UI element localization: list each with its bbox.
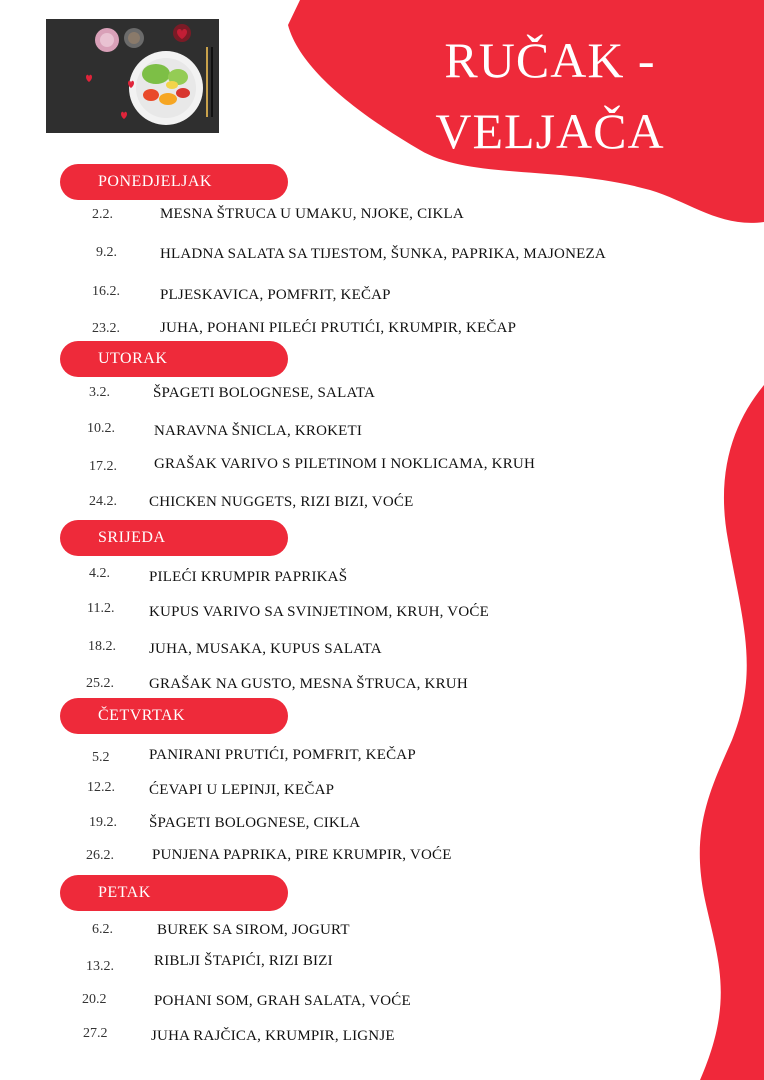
- day-header-srijeda: SRIJEDA: [60, 520, 288, 556]
- date-label: 23.2.: [92, 321, 120, 336]
- meal-text: BUREK SA SIROM, JOGURT: [157, 922, 350, 938]
- meal-text: MESNA ŠTRUCA U UMAKU, NJOKE, CIKLA: [160, 206, 464, 222]
- meal-text: ŠPAGETI BOLOGNESE, CIKLA: [149, 815, 361, 831]
- date-label: 19.2.: [89, 815, 117, 830]
- meal-text: GRAŠAK VARIVO S PILETINOM I NOKLICAMA, KRUH: [154, 456, 535, 472]
- date-label: 13.2.: [86, 959, 114, 974]
- date-label: 10.2.: [87, 421, 115, 436]
- meal-text: JUHA, MUSAKA, KUPUS SALATA: [149, 641, 382, 657]
- meal-text: JUHA, POHANI PILEĆI PRUTIĆI, KRUMPIR, KEČAP: [160, 320, 517, 336]
- date-label: 4.2.: [89, 566, 110, 581]
- meal-text: KUPUS VARIVO SA SVINJETINOM, KRUH, VOĆE: [149, 604, 489, 620]
- meal-text: HLADNA SALATA SA TIJESTOM, ŠUNKA, PAPRIKA, MAJONEZA: [160, 246, 606, 262]
- meal-text: RIBLJI ŠTAPIĆI, RIZI BIZI: [154, 953, 333, 969]
- meal-text: PUNJENA PAPRIKA, PIRE KRUMPIR, VOĆE: [152, 847, 452, 863]
- date-label: 17.2.: [89, 459, 117, 474]
- page-title-line-1: RUČAK -: [444, 32, 656, 88]
- date-label: 16.2.: [92, 284, 120, 299]
- meal-text: POHANI SOM, GRAH SALATA, VOĆE: [154, 993, 411, 1009]
- bottom-right-red-wave: [700, 385, 764, 1080]
- meal-text: CHICKEN NUGGETS, RIZI BIZI, VOĆE: [149, 494, 414, 510]
- meal-text: ĆEVAPI U LEPINJI, KEČAP: [149, 782, 335, 798]
- date-label: 5.2: [92, 750, 110, 765]
- meal-text: JUHA RAJČICA, KRUMPIR, LIGNJE: [151, 1028, 395, 1044]
- meal-text: NARAVNA ŠNICLA, KROKETI: [154, 423, 363, 439]
- date-label: 18.2.: [88, 639, 116, 654]
- day-header-cetvrtak: ČETVRTAK: [60, 698, 288, 734]
- meal-text: GRAŠAK NA GUSTO, MESNA ŠTRUCA, KRUH: [149, 676, 468, 692]
- meal-text: PLJESKAVICA, POMFRIT, KEČAP: [160, 287, 391, 303]
- date-label: 11.2.: [87, 601, 115, 616]
- food-plate-photo: [46, 19, 219, 133]
- date-label: 20.2: [82, 992, 107, 1007]
- meal-text: PANIRANI PRUTIĆI, POMFRIT, KEČAP: [149, 747, 416, 763]
- day-header-petak: PETAK: [60, 875, 288, 911]
- day-header-utorak: UTORAK: [60, 341, 288, 377]
- meal-text: PILEĆI KRUMPIR PAPRIKAŠ: [149, 569, 348, 585]
- date-label: 24.2.: [89, 494, 117, 509]
- date-label: 3.2.: [89, 385, 110, 400]
- date-label: 6.2.: [92, 922, 113, 937]
- date-label: 12.2.: [87, 780, 115, 795]
- day-header-ponedjeljak: PONEDJELJAK: [60, 164, 288, 200]
- date-label: 26.2.: [86, 848, 114, 863]
- date-label: 9.2.: [96, 245, 117, 260]
- date-label: 2.2.: [92, 207, 113, 222]
- date-label: 27.2: [83, 1026, 108, 1041]
- page-title-line-2: VELJAČA: [435, 103, 665, 159]
- date-label: 25.2.: [86, 676, 114, 691]
- meal-text: ŠPAGETI BOLOGNESE, SALATA: [153, 385, 376, 401]
